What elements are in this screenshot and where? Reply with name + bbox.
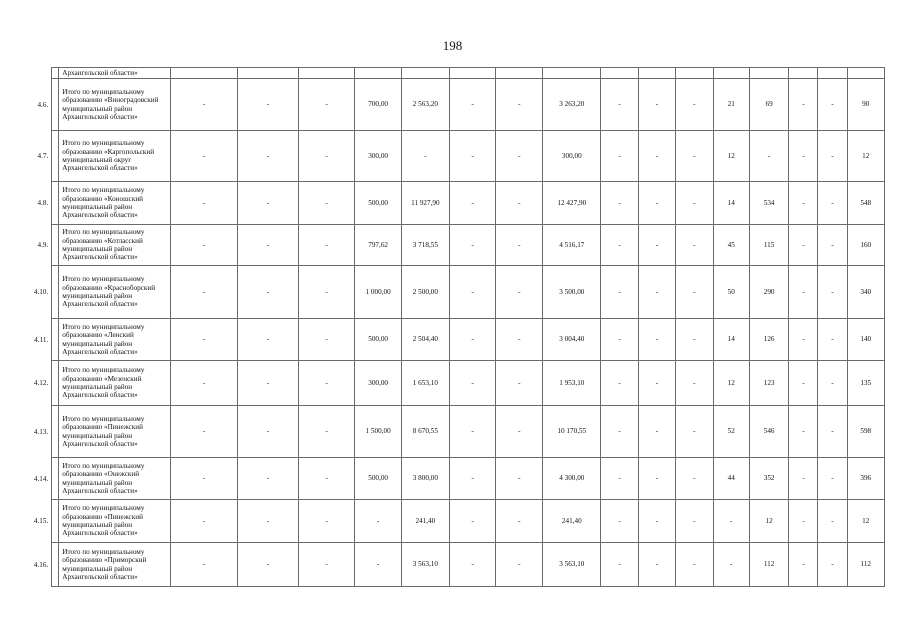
- cell-col-9: -: [601, 79, 638, 131]
- cell-col-14: -: [789, 406, 818, 458]
- cell-col-8: 3 004,40: [543, 319, 601, 361]
- cell-col-5: -: [401, 131, 449, 182]
- cell-col-15: -: [818, 458, 847, 500]
- cell-col-12: 45: [713, 225, 749, 266]
- row-index-label: 4.8.: [37, 198, 49, 207]
- cell-col-13: 352: [749, 458, 788, 500]
- row-index: [37, 131, 59, 182]
- row-name: Итого по муниципальному образованию «Мезенский муниципальный район Архангельской области»: [59, 361, 171, 406]
- cell-col-5: 11 927,90: [401, 182, 449, 225]
- row-index-label: 4.10.: [33, 287, 49, 296]
- cell-col-12: 50: [713, 266, 749, 319]
- cell-col-10: -: [638, 543, 675, 587]
- cell-col-7: -: [496, 182, 543, 225]
- cell-col-10: -: [638, 406, 675, 458]
- cell-col-7: -: [496, 79, 543, 131]
- row-name: Итого по муниципальному образованию «Котласский муниципальный район Архангельской области»: [59, 225, 171, 266]
- cell-col-6: -: [449, 361, 496, 406]
- cell-col-9: -: [601, 131, 638, 182]
- table-row: [52, 361, 885, 406]
- row-index: [34, 319, 59, 361]
- table-row: [52, 406, 885, 458]
- cell-col-8: 12 427,90: [543, 182, 601, 225]
- cell-col-9: -: [601, 361, 638, 406]
- cell-col-14: -: [789, 319, 818, 361]
- cell-col-11: -: [676, 79, 713, 131]
- cell-col-2: -: [237, 458, 298, 500]
- cell-col-1: -: [171, 361, 237, 406]
- cell-col-14: -: [789, 458, 818, 500]
- cell-col-4: 500,00: [355, 458, 402, 500]
- cell-col-16: 548: [847, 182, 884, 225]
- cell-col-3: -: [299, 406, 355, 458]
- cell-col-15: -: [818, 319, 847, 361]
- cell-col-2: -: [237, 225, 298, 266]
- cell-col-11: -: [676, 361, 713, 406]
- cell-col-11: -: [676, 458, 713, 500]
- cell-col-12: 14: [713, 319, 749, 361]
- cell-col-7: -: [496, 406, 543, 458]
- cell-col-8: 3 563,10: [543, 543, 601, 587]
- row-name: Итого по муниципальному образованию «Онежский муниципальный район Архангельской области»: [59, 458, 171, 500]
- table-row: [52, 225, 885, 266]
- cell-col-1: -: [171, 266, 237, 319]
- cell-col-13: 112: [749, 543, 788, 587]
- cell-col-6: -: [449, 79, 496, 131]
- cell-col-16: 160: [847, 225, 884, 266]
- cell-col-8: 300,00: [543, 131, 601, 182]
- cell-col-2: -: [237, 500, 298, 543]
- cell-col-15: -: [818, 79, 847, 131]
- cell-col-13: 115: [749, 225, 788, 266]
- cell-col-15: -: [818, 266, 847, 319]
- cell-col-14: -: [789, 266, 818, 319]
- row-index-label: 4.7.: [37, 151, 49, 160]
- cell-col-3: -: [299, 266, 355, 319]
- cell-col-7: -: [496, 131, 543, 182]
- cell-col-4: 797,62: [355, 225, 402, 266]
- cell-col-16: 90: [847, 79, 884, 131]
- cell-col-3: -: [299, 319, 355, 361]
- row-name: Итого по муниципальному образованию «Пинежский муниципальный район Архангельской области»: [59, 406, 171, 458]
- cell-col-1: -: [171, 458, 237, 500]
- cell-col-9: -: [601, 225, 638, 266]
- cell-col-3: -: [299, 361, 355, 406]
- cell-col-1: -: [171, 319, 237, 361]
- row-index: [37, 182, 59, 225]
- table-row: [52, 319, 885, 361]
- cell-col-11: -: [676, 319, 713, 361]
- cell-col-3: -: [299, 543, 355, 587]
- cell-col-6: -: [449, 319, 496, 361]
- cell-col-13: -: [749, 131, 788, 182]
- cell-col-14: -: [789, 79, 818, 131]
- cell-col-16: 12: [847, 131, 884, 182]
- cell-col-7: -: [496, 319, 543, 361]
- cell-col-5: 8 670,55: [401, 406, 449, 458]
- cell-col-13: 290: [749, 266, 788, 319]
- cell-col-11: -: [676, 266, 713, 319]
- cell-col-5: 3 718,55: [401, 225, 449, 266]
- cell-col-6: -: [449, 266, 496, 319]
- row-name: Архангельской области»: [59, 68, 171, 79]
- cell-col-9: -: [601, 319, 638, 361]
- cell-col-5: 2 504,40: [401, 319, 449, 361]
- cell-col-8: 3 500,00: [543, 266, 601, 319]
- cell-col-1: -: [171, 79, 237, 131]
- cell-col-6: -: [449, 131, 496, 182]
- cell-col-5: 241,40: [401, 500, 449, 543]
- cell-col-10: -: [638, 458, 675, 500]
- cell-col-7: -: [496, 543, 543, 587]
- cell-col-8: 10 170,55: [543, 406, 601, 458]
- cell-col-3: -: [299, 500, 355, 543]
- cell-col-12: 14: [713, 182, 749, 225]
- row-index-label: 4.9.: [37, 240, 49, 249]
- row-index: [33, 266, 59, 319]
- cell-col-11: -: [676, 131, 713, 182]
- cell-col-12: 44: [713, 458, 749, 500]
- cell-col-14: -: [789, 131, 818, 182]
- row-index: [37, 225, 59, 266]
- cell-col-7: -: [496, 361, 543, 406]
- row-index: [33, 361, 59, 406]
- cell-col-6: -: [449, 406, 496, 458]
- cell-col-10: -: [638, 266, 675, 319]
- cell-col-6: -: [449, 225, 496, 266]
- cell-col-6: -: [449, 458, 496, 500]
- cell-col-3: -: [299, 182, 355, 225]
- cell-col-16: 12: [847, 500, 884, 543]
- cell-col-8: 1 953,10: [543, 361, 601, 406]
- cell-col-6: -: [449, 182, 496, 225]
- cell-col-2: -: [237, 182, 298, 225]
- budget-table: [33, 67, 885, 587]
- cell-col-14: -: [789, 182, 818, 225]
- cell-col-3: -: [299, 79, 355, 131]
- row-name: Итого по муниципальному образованию «Коношский муниципальный район Архангельской области»: [59, 182, 171, 225]
- cell-col-9: -: [601, 458, 638, 500]
- cell-col-5: 3 563,10: [401, 543, 449, 587]
- cell-col-9: -: [601, 266, 638, 319]
- table-row: [52, 458, 885, 500]
- cell-col-4: 700,00: [355, 79, 402, 131]
- cell-col-4: -: [355, 500, 402, 543]
- cell-col-10: -: [638, 319, 675, 361]
- row-name: Итого по муниципальному образованию «Пинежский муниципальный район Архангельской области»: [59, 500, 171, 543]
- cell-col-10: -: [638, 131, 675, 182]
- row-index: [33, 500, 59, 543]
- cell-col-8: 3 263,20: [543, 79, 601, 131]
- row-name: Итого по муниципальному образованию «Красноборский муниципальный район Архангельской области»: [59, 266, 171, 319]
- cell-col-14: -: [789, 543, 818, 587]
- cell-col-16: 598: [847, 406, 884, 458]
- row-index: [33, 543, 59, 587]
- cell-col-15: -: [818, 131, 847, 182]
- cell-col-15: -: [818, 543, 847, 587]
- cell-col-10: -: [638, 182, 675, 225]
- table-row: [52, 79, 885, 131]
- cell-col-1: -: [171, 500, 237, 543]
- cell-col-5: 1 653,10: [401, 361, 449, 406]
- cell-col-8: 241,40: [543, 500, 601, 543]
- row-index-label: 4.11.: [34, 335, 49, 344]
- table-row-carryover: [52, 68, 885, 79]
- cell-col-12: -: [713, 500, 749, 543]
- page-number: 198: [442, 38, 463, 53]
- table-row: [52, 182, 885, 225]
- cell-col-15: -: [818, 361, 847, 406]
- cell-col-14: -: [789, 361, 818, 406]
- row-index-label: 4.12.: [33, 378, 49, 387]
- row-name: Итого по муниципальному образованию «Приморский муниципальный район Архангельской области»: [59, 543, 171, 587]
- cell-col-3: -: [299, 458, 355, 500]
- cell-col-1: -: [171, 225, 237, 266]
- cell-col-3: -: [299, 225, 355, 266]
- cell-col-13: 12: [749, 500, 788, 543]
- cell-col-4: 500,00: [355, 182, 402, 225]
- cell-col-9: -: [601, 406, 638, 458]
- cell-col-14: -: [789, 225, 818, 266]
- cell-col-5: 2 500,00: [401, 266, 449, 319]
- cell-col-10: -: [638, 225, 675, 266]
- cell-col-6: -: [449, 500, 496, 543]
- cell-col-4: 500,00: [355, 319, 402, 361]
- cell-col-1: -: [171, 131, 237, 182]
- table-body: [33, 68, 885, 587]
- row-index-label: 4.6.: [37, 100, 49, 109]
- cell-col-16: 112: [847, 543, 884, 587]
- cell-col-12: 12: [713, 361, 749, 406]
- cell-col-2: -: [237, 406, 298, 458]
- cell-col-10: -: [638, 500, 675, 543]
- table-row: [52, 543, 885, 587]
- cell-col-2: -: [237, 543, 298, 587]
- table-row: [52, 131, 885, 182]
- cell-col-4: 300,00: [355, 131, 402, 182]
- cell-col-13: 126: [749, 319, 788, 361]
- cell-col-15: -: [818, 406, 847, 458]
- cell-col-12: -: [713, 543, 749, 587]
- cell-col-14: -: [789, 500, 818, 543]
- cell-col-9: -: [601, 543, 638, 587]
- row-name: Итого по муниципальному образованию «Виноградовский муниципальный район Архангельской области»: [59, 79, 171, 131]
- row-index-label: 4.14.: [33, 474, 49, 483]
- row-index: [33, 406, 59, 458]
- cell-col-9: -: [601, 500, 638, 543]
- cell-col-4: 1 000,00: [355, 266, 402, 319]
- cell-col-12: 52: [713, 406, 749, 458]
- cell-col-15: -: [818, 182, 847, 225]
- cell-col-12: 21: [713, 79, 749, 131]
- cell-col-7: -: [496, 458, 543, 500]
- cell-col-4: 300,00: [355, 361, 402, 406]
- cell-col-13: 69: [749, 79, 788, 131]
- cell-col-1: -: [171, 543, 237, 587]
- cell-col-2: -: [237, 361, 298, 406]
- cell-col-11: -: [676, 406, 713, 458]
- cell-col-7: -: [496, 266, 543, 319]
- cell-col-11: -: [676, 182, 713, 225]
- row-index-label: 4.13.: [33, 427, 49, 436]
- row-name: Итого по муниципальному образованию «Ленский муниципальный район Архангельской области»: [59, 319, 171, 361]
- table-row: [52, 266, 885, 319]
- cell-col-9: -: [601, 182, 638, 225]
- cell-col-5: 2 563,20: [401, 79, 449, 131]
- cell-col-11: -: [676, 500, 713, 543]
- cell-col-2: -: [237, 131, 298, 182]
- cell-col-16: 396: [847, 458, 884, 500]
- cell-col-16: 140: [847, 319, 884, 361]
- cell-col-7: -: [496, 225, 543, 266]
- row-name: Итого по муниципальному образованию «Каргопольский муниципальный округ Архангельской области»: [59, 131, 171, 182]
- cell-col-4: 1 500,00: [355, 406, 402, 458]
- cell-col-10: -: [638, 361, 675, 406]
- cell-col-13: 534: [749, 182, 788, 225]
- cell-col-4: -: [355, 543, 402, 587]
- row-index-label: 4.15.: [33, 516, 49, 525]
- cell-col-12: 12: [713, 131, 749, 182]
- cell-col-13: 546: [749, 406, 788, 458]
- cell-col-10: -: [638, 79, 675, 131]
- cell-col-2: -: [237, 79, 298, 131]
- cell-col-7: -: [496, 500, 543, 543]
- cell-col-1: -: [171, 406, 237, 458]
- row-index-label: 4.16.: [33, 560, 49, 569]
- cell-col-13: 123: [749, 361, 788, 406]
- cell-col-3: -: [299, 131, 355, 182]
- cell-col-2: -: [237, 319, 298, 361]
- cell-col-2: -: [237, 266, 298, 319]
- cell-col-8: 4 516,17: [543, 225, 601, 266]
- cell-col-1: -: [171, 182, 237, 225]
- cell-col-11: -: [676, 543, 713, 587]
- cell-col-6: -: [449, 543, 496, 587]
- cell-col-16: 135: [847, 361, 884, 406]
- cell-col-15: -: [818, 225, 847, 266]
- cell-col-5: 3 800,00: [401, 458, 449, 500]
- cell-col-16: 340: [847, 266, 884, 319]
- row-index: [37, 79, 59, 131]
- cell-col-15: -: [818, 500, 847, 543]
- table-row: [52, 500, 885, 543]
- cell-col-11: -: [676, 225, 713, 266]
- row-index: [33, 458, 59, 500]
- cell-col-8: 4 300,00: [543, 458, 601, 500]
